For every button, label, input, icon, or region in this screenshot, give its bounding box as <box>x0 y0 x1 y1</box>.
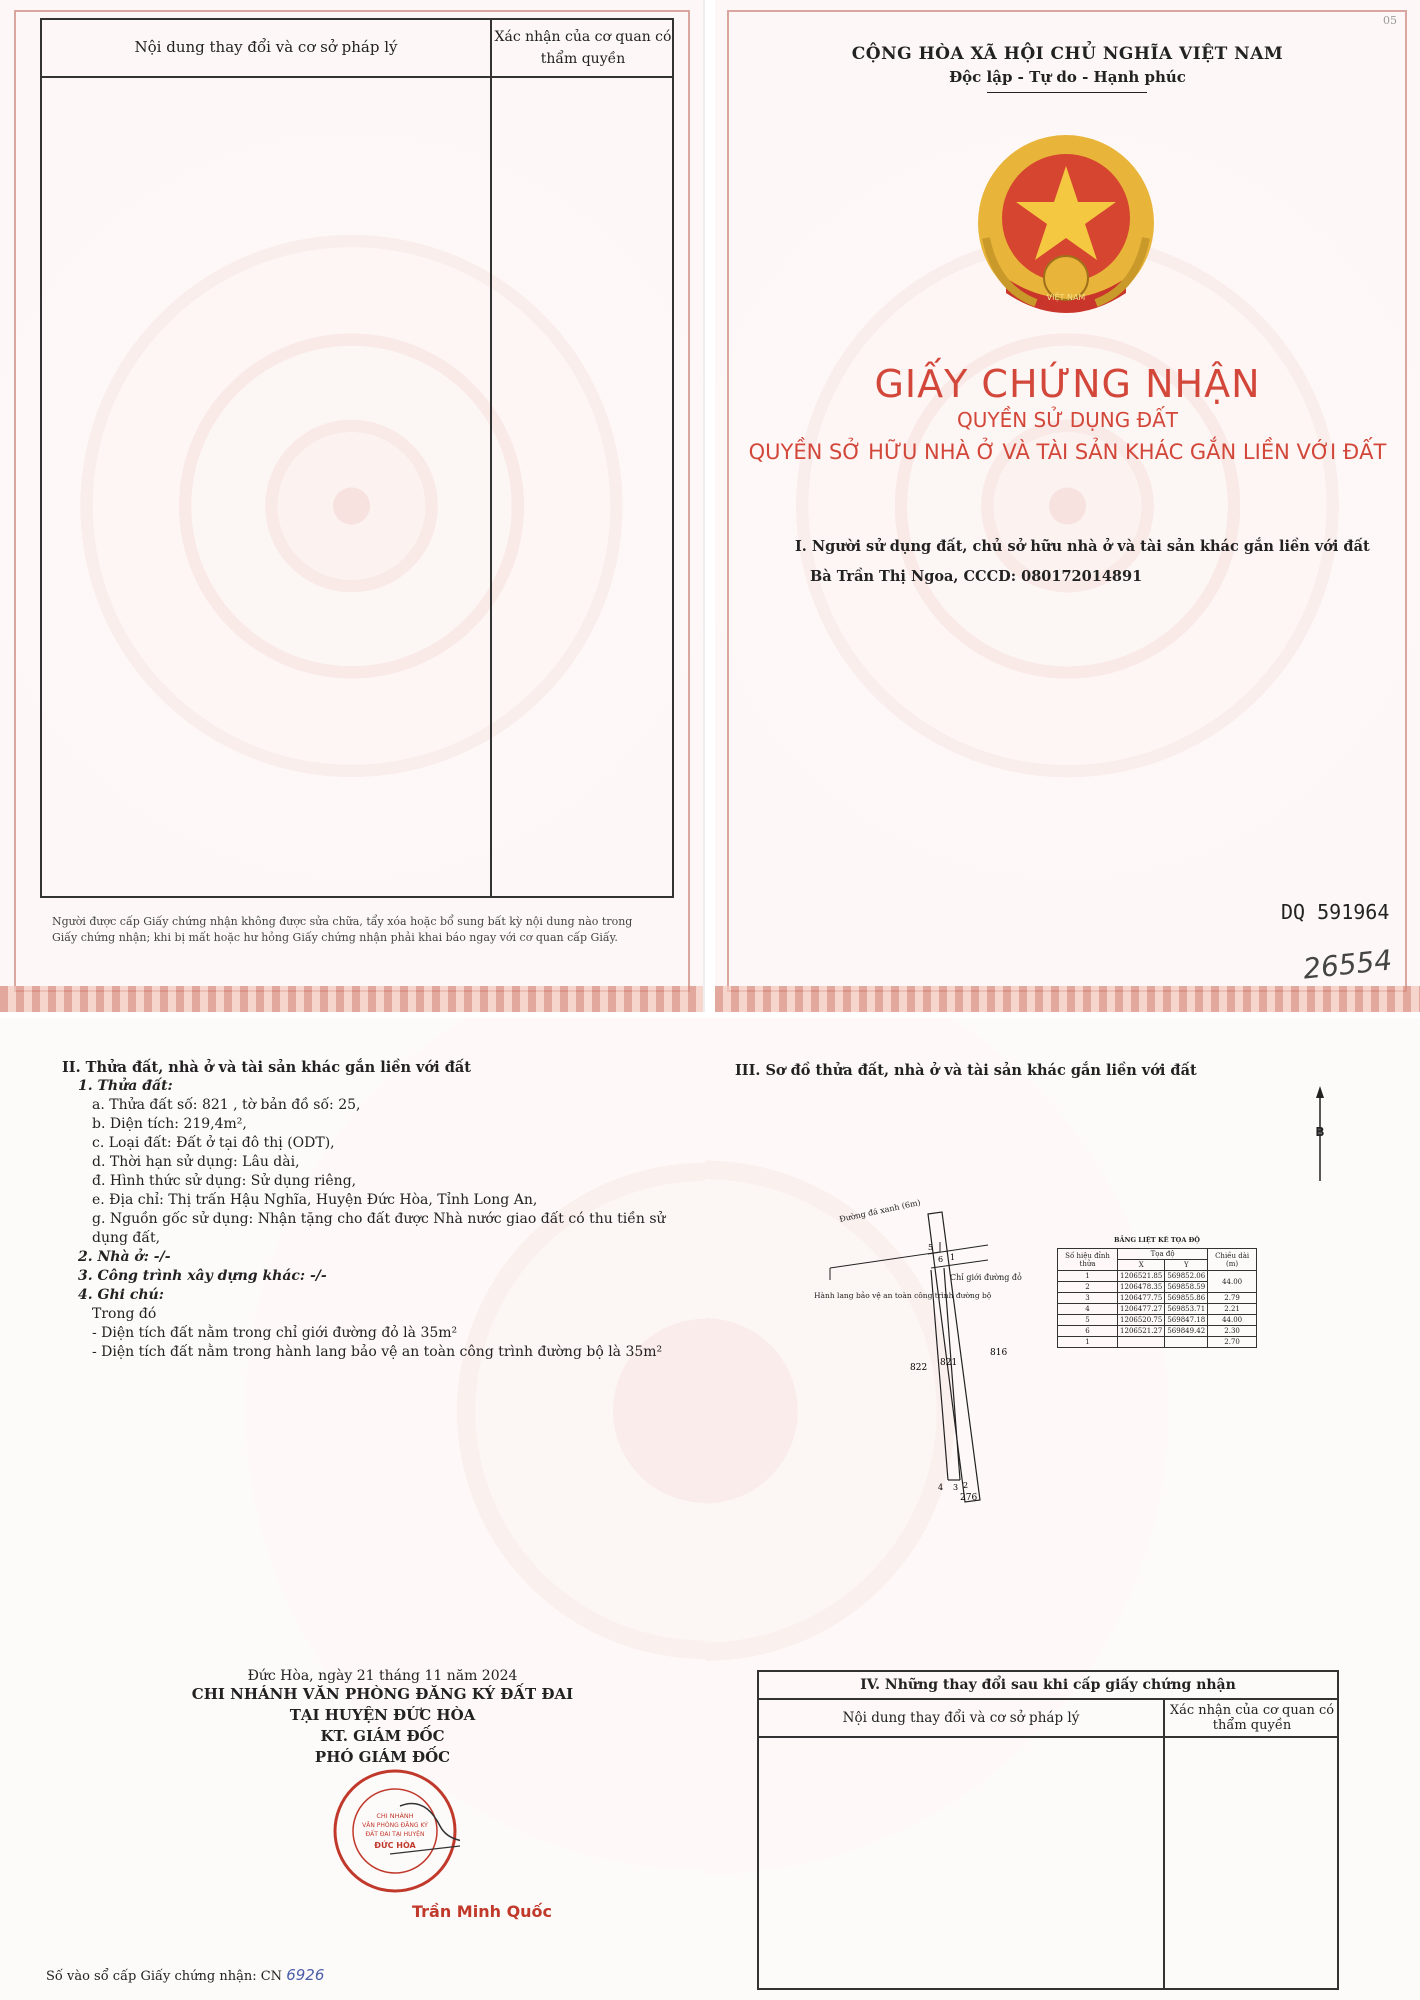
svg-text:1: 1 <box>950 1253 956 1262</box>
svg-text:2: 2 <box>963 1481 969 1490</box>
item-notes: 4. Ghi chú: <box>78 1287 164 1303</box>
official-stamp-icon <box>330 1766 460 1896</box>
usage-origin: g. Nguồn gốc sử dụng: Nhận tặng cho đất được Nhà nước giao đất có thu tiền sử dụng đất, <box>92 1211 666 1246</box>
note-red-line: - Diện tích đất nằm trong chỉ giới đường đỏ là 35m² <box>92 1325 458 1341</box>
corner-mark: 05 <box>1383 14 1397 27</box>
section-2-heading: II. Thửa đất, nhà ở và tài sản khác gắn liền với đất <box>62 1059 471 1076</box>
table-row: 1 1206521.85 569852.06 44.00 <box>1058 1271 1257 1282</box>
svg-text:VIỆT NAM: VIỆT NAM <box>1046 293 1086 302</box>
item-other-works: 3. Công trình xây dựng khác: -/- <box>78 1268 327 1284</box>
svg-text:Đường đá xanh (6m): Đường đá xanh (6m) <box>838 1197 922 1224</box>
col-point: Số hiệu đỉnh thửa <box>1058 1249 1118 1271</box>
item-house: 2. Nhà ở: -/- <box>78 1249 171 1265</box>
svg-text:821: 821 <box>940 1358 958 1368</box>
signer-kt: KT. GIÁM ĐỐC <box>320 1727 445 1745</box>
table-row: 5 1206520.75 569847.18 44.00 <box>1058 1315 1257 1326</box>
svg-text:VĂN PHÒNG ĐĂNG KÝ: VĂN PHÒNG ĐĂNG KÝ <box>362 1822 428 1829</box>
divider <box>987 92 1147 93</box>
issue-date: Đức Hòa, ngày 21 tháng 11 năm 2024 <box>247 1668 518 1684</box>
col-changes-header: Nội dung thay đổi và cơ sở pháp lý <box>134 38 398 56</box>
changes-table-blank <box>40 18 674 898</box>
page-parcel-info <box>0 1018 705 2000</box>
svg-text:Hành lang bảo vệ an toàn công: Hành lang bảo vệ an toàn công trình đường bộ <box>814 1291 992 1300</box>
svg-text:CHI NHÁNH: CHI NHÁNH <box>376 1812 414 1820</box>
certificate-subtitle-1: QUYỀN SỬ DỤNG ĐẤT <box>956 408 1178 432</box>
col-confirm-header: Xác nhận của cơ quan có thẩm quyền <box>1169 1703 1335 1733</box>
certificate-subtitle-2: QUYỀN SỞ HỮU NHÀ Ở VÀ TÀI SẢN KHÁC GẮN LIỀN VỚI ĐẤT <box>748 440 1387 464</box>
col-y: Y <box>1165 1260 1208 1271</box>
svg-text:822: 822 <box>910 1363 928 1373</box>
col-distance: Chiều dài (m) <box>1208 1249 1257 1271</box>
parcel-area: b. Diện tích: 219,4m², <box>92 1116 247 1132</box>
owner-info: Bà Trần Thị Ngoa, CCCD: 080172014891 <box>810 568 1143 585</box>
signer-name: Trần Minh Quốc <box>412 1902 553 1921</box>
section-1-heading: I. Người sử dụng đất, chủ sở hữu nhà ở và tài sản khác gắn liền với đất <box>795 538 1370 555</box>
svg-text:816: 816 <box>990 1348 1008 1358</box>
signature-block <box>0 1668 705 1768</box>
serial-number: DQ 591964 <box>1281 900 1390 924</box>
table-row: 6 1206521.27 569849.42 2.30 <box>1058 1326 1257 1337</box>
col-changes-header: Nội dung thay đổi và cơ sở pháp lý <box>842 1710 1080 1726</box>
svg-text:276: 276 <box>960 1493 978 1503</box>
svg-text:B: B <box>1315 1125 1325 1139</box>
coord-table-title: BẢNG LIỆT KÊ TỌA ĐỘ <box>1114 1236 1200 1244</box>
parcel-number: a. Thửa đất số: 821 , tờ bản đồ số: 25, <box>92 1097 361 1113</box>
svg-text:Chỉ giới đường đỏ: Chỉ giới đường đỏ <box>950 1273 1022 1282</box>
note-intro: Trong đó <box>92 1306 157 1322</box>
section-3-heading: III. Sơ đồ thửa đất, nhà ở và tài sản khác gắn liền với đất <box>735 1062 1197 1079</box>
item-land-parcel: 1. Thửa đất: <box>78 1078 173 1094</box>
page-parcel-diagram <box>705 1018 1420 2000</box>
north-arrow-icon <box>1305 1086 1335 1186</box>
coordinate-table <box>1057 1236 1257 1348</box>
table-row: 2 1206478.35 569858.59 <box>1058 1282 1257 1293</box>
note-corridor: - Diện tích đất nằm trong hành lang bảo vệ an toàn công trình đường bộ là 35m² <box>92 1344 663 1360</box>
motto: Độc lập - Tự do - Hạnh phúc <box>949 68 1186 86</box>
nation-title: CỘNG HÒA XÃ HỘI CHỦ NGHĨA VIỆT NAM <box>851 44 1284 64</box>
issuing-org-1: CHI NHÁNH VĂN PHÒNG ĐĂNG KÝ ĐẤT ĐAI <box>191 1685 574 1703</box>
svg-text:6: 6 <box>938 1255 944 1264</box>
parcel-details <box>62 1058 702 1362</box>
col-x: X <box>1118 1260 1165 1271</box>
usage-form: đ. Hình thức sử dụng: Sử dụng riêng, <box>92 1173 357 1189</box>
book-number: 6926 <box>286 1966 325 1984</box>
book-label: Số vào sổ cấp Giấy chứng nhận: CN <box>46 1969 283 1984</box>
svg-text:5: 5 <box>928 1243 934 1252</box>
changes-table <box>757 1670 1339 1990</box>
table-row: 3 1206477.75 569855.86 2.79 <box>1058 1293 1257 1304</box>
national-emblem-icon <box>966 128 1166 333</box>
svg-text:3: 3 <box>953 1483 959 1492</box>
registry-book <box>46 1966 324 1984</box>
col-coord: Tọa độ <box>1118 1249 1208 1260</box>
table-row: 4 1206477.27 569853.71 2.21 <box>1058 1304 1257 1315</box>
table-row: 1 2.70 <box>1058 1337 1257 1348</box>
issuing-org-2: TẠI HUYỆN ĐỨC HÒA <box>289 1706 476 1724</box>
usage-term: d. Thời hạn sử dụng: Lâu dài, <box>92 1154 300 1170</box>
warning-note: Người được cấp Giấy chứng nhận không được sửa chữa, tẩy xóa hoặc bổ sung bất kỳ nội dung nào trong Giấy chứng nhận; khi bị mất hoặc hư hỏng Giấy chứng nhận phải khai báo ngay với cơ quan cấp Giấy. <box>52 915 633 944</box>
signer-title: PHÓ GIÁM ĐỐC <box>314 1748 451 1766</box>
col-confirm-header: Xác nhận của cơ quan có thẩm quyền <box>494 29 672 67</box>
svg-text:4: 4 <box>938 1483 944 1492</box>
decorative-border <box>715 986 1420 1012</box>
page-cover <box>715 0 1420 1012</box>
section-4-heading: IV. Những thay đổi sau khi cấp giấy chứng nhận <box>759 1672 1337 1700</box>
svg-text:ĐỨC HÒA: ĐỨC HÒA <box>374 1841 416 1850</box>
page-inner-left <box>0 0 705 1012</box>
certificate-title: GIẤY CHỨNG NHẬN <box>874 362 1261 406</box>
decorative-border <box>0 986 703 1012</box>
parcel-address: e. Địa chỉ: Thị trấn Hậu Nghĩa, Huyện Đức Hòa, Tỉnh Long An, <box>92 1192 538 1208</box>
svg-text:ĐẤT ĐAI TẠI HUYỆN: ĐẤT ĐAI TẠI HUYỆN <box>365 1831 425 1838</box>
land-type: c. Loại đất: Đất ở tại đô thị (ODT), <box>92 1135 335 1151</box>
parcel-plan <box>810 1190 1060 1520</box>
handwritten-number: 26554 <box>1301 943 1394 986</box>
